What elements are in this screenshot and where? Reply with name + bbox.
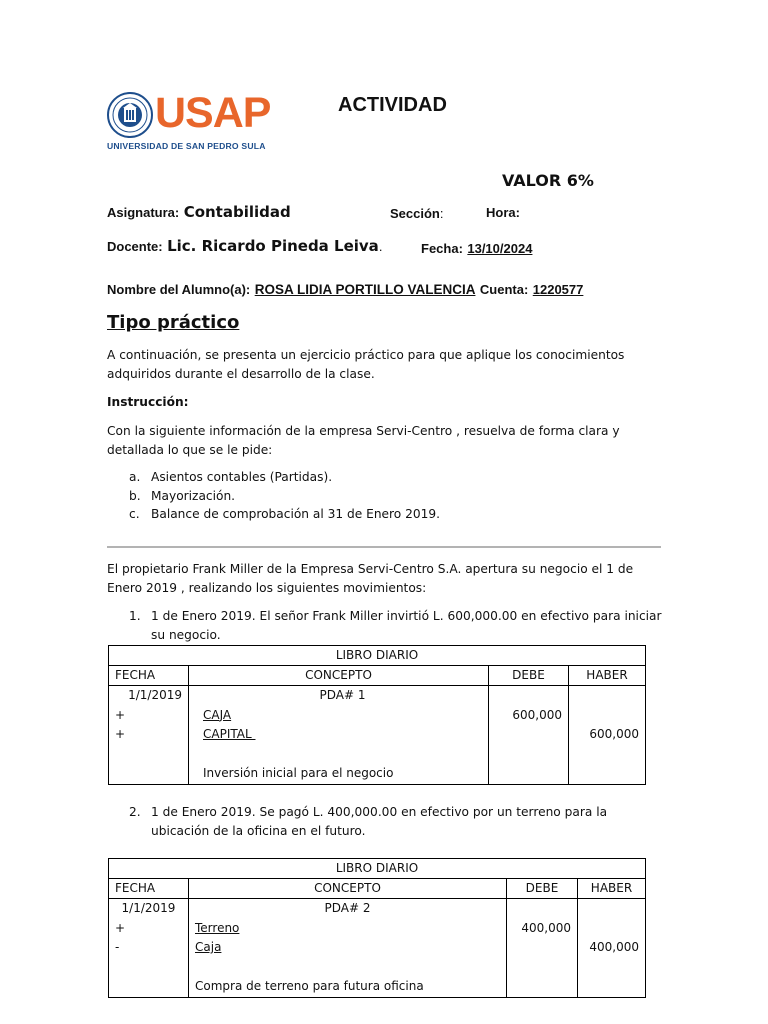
docente-value: Lic. Ricardo Pineda Leiva: [167, 237, 379, 255]
entry-sign: +: [115, 727, 126, 741]
list-item: b. Mayorización.: [129, 488, 236, 503]
journal-table-2: [108, 858, 646, 998]
university-seal-icon: [107, 92, 153, 138]
column-header: FECHA: [109, 666, 189, 686]
entry-debe: 600,000: [512, 707, 562, 722]
fecha-label: Fecha:: [421, 241, 463, 256]
column-header: DEBE: [507, 879, 578, 899]
docente-label: Docente:: [107, 239, 163, 254]
entry-debe: 400,000: [521, 920, 571, 935]
entry-account: Caja: [195, 940, 222, 954]
table-header-row: [109, 666, 646, 686]
entry-description: Inversión inicial para el negocio: [203, 766, 394, 780]
table-row: [109, 899, 646, 998]
movement-item-2: 2. 1 de Enero 2019. Se pagó L. 400,000.00 en efectivo por un terreno para la ubicación de la oficina en el futuro.: [129, 805, 608, 838]
entry-pda: PDA# 2: [324, 901, 371, 915]
alumno-value: ROSA LIDIA PORTILLO VALENCIA: [254, 282, 476, 297]
fecha-value: 13/10/2024: [467, 241, 533, 256]
seccion-label: Sección: [390, 206, 440, 221]
movement-item-1: 1. 1 de Enero 2019. El señor Frank Miller invirtió L. 600,000.00 en efectivo para iniciar su negocio.: [129, 609, 662, 642]
docente-field: [107, 237, 382, 256]
instruction-label: Instrucción:: [107, 395, 189, 409]
table-row: [109, 686, 646, 785]
cuenta-label: Cuenta:: [479, 282, 529, 297]
section-title: Tipo práctico: [107, 312, 240, 333]
column-header: HABER: [578, 879, 646, 899]
column-header: HABER: [569, 666, 646, 686]
scenario-paragraph: El propietario Frank Miller de la Empresa Servi-Centro S.A. apertura su negocio el 1 de Enero 2019 , realizando los siguientes movimientos:: [107, 562, 634, 595]
instruction-paragraph: Con la siguiente información de la empresa Servi-Centro , resuelva de forma clara y detallada lo que se le pide:: [107, 424, 620, 457]
asignatura-field: [107, 203, 291, 222]
entry-sign: -: [115, 940, 120, 954]
entry-haber: 400,000: [589, 940, 639, 954]
hora-label: Hora:: [486, 205, 520, 220]
entry-sign: +: [115, 920, 126, 935]
intro-paragraph: A continuación, se presenta un ejercicio práctico para que aplique los conocimientos adquiridos durante el desarrollo de la clase.: [107, 348, 625, 381]
journal-heading: LIBRO DIARIO: [109, 646, 646, 666]
entry-account: CAJA: [203, 707, 232, 722]
column-header: CONCEPTO: [189, 666, 489, 686]
usap-logo: [107, 89, 277, 154]
task-list: [107, 468, 440, 524]
seccion-colon: :: [439, 206, 444, 221]
entry-description: Compra de terreno para futura oficina: [195, 979, 424, 993]
entry-haber: 600,000: [589, 727, 639, 741]
list-item: c. Balance de comprobación al 31 de Enero 2019.: [129, 507, 441, 521]
entry-date: 1/1/2019: [121, 901, 176, 915]
entry-sign: +: [115, 707, 126, 722]
asignatura-value: Contabilidad: [183, 203, 291, 221]
cuenta-value: 1220577: [532, 282, 584, 297]
fecha-field: [421, 240, 532, 258]
table-header-row: [109, 879, 646, 899]
entry-date: 1/1/2019: [128, 688, 182, 702]
seccion-field: [390, 205, 443, 223]
entry-account: CAPITAL: [203, 727, 256, 741]
journal-heading: LIBRO DIARIO: [109, 859, 646, 879]
alumno-label: Nombre del Alumno(a):: [107, 282, 251, 297]
alumno-field: [107, 281, 583, 299]
docente-period: .: [378, 239, 383, 254]
column-header: DEBE: [489, 666, 569, 686]
logo-wordmark: USAP: [155, 89, 271, 137]
column-header: FECHA: [109, 879, 189, 899]
activity-value: VALOR 6%: [502, 171, 594, 190]
journal-table-1: [108, 645, 646, 785]
logo-subtitle: UNIVERSIDAD DE SAN PEDRO SULA: [107, 141, 266, 151]
page-title: ACTIVIDAD: [338, 94, 447, 116]
asignatura-label: Asignatura:: [107, 205, 180, 220]
list-item: a. Asientos contables (Partidas).: [129, 470, 333, 484]
horizontal-divider: [107, 546, 661, 548]
entry-pda: PDA# 1: [319, 688, 366, 702]
column-header: CONCEPTO: [189, 879, 507, 899]
entry-account: Terreno: [195, 920, 240, 935]
